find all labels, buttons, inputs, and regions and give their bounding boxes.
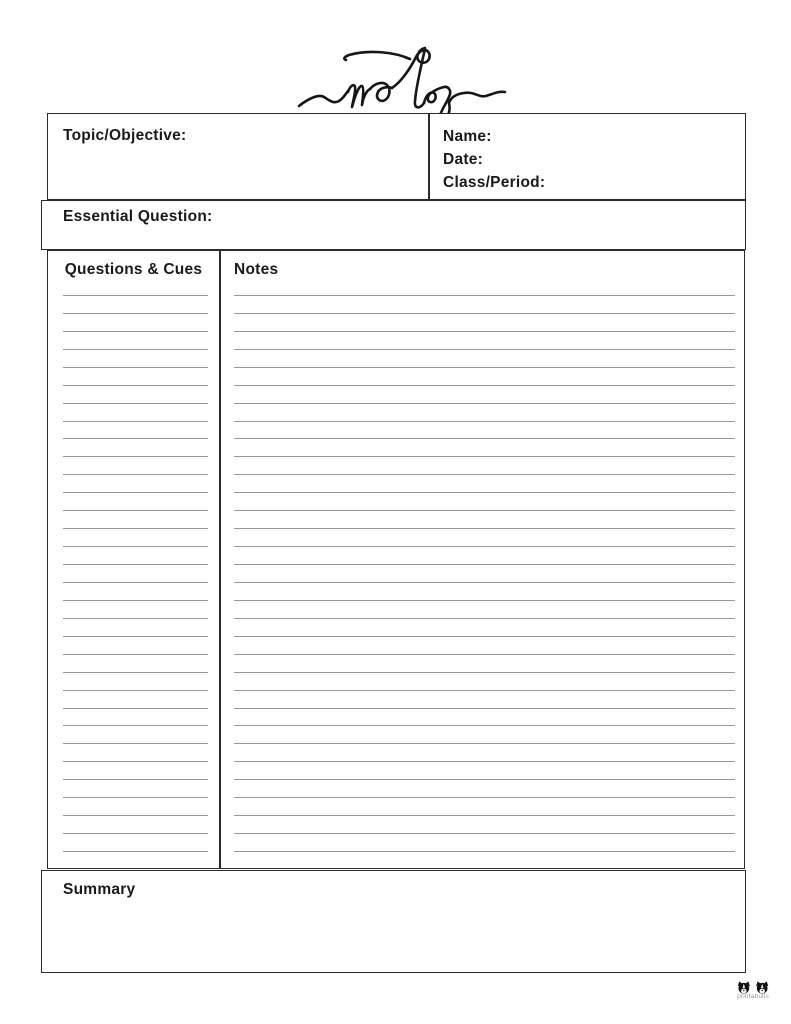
ruled-line bbox=[234, 296, 735, 314]
script-lead-swash bbox=[299, 91, 348, 106]
ruled-line bbox=[63, 493, 208, 511]
ruled-line bbox=[234, 475, 735, 493]
essential-question-box bbox=[41, 200, 746, 250]
notes-header: Notes bbox=[234, 261, 279, 278]
script-letter-n bbox=[348, 85, 370, 107]
ruled-line bbox=[234, 565, 735, 583]
ruled-line bbox=[234, 278, 735, 296]
ruled-line bbox=[234, 583, 735, 601]
ruled-line bbox=[63, 511, 208, 529]
ruled-line bbox=[63, 547, 208, 565]
ruled-line bbox=[63, 744, 208, 762]
ruled-line bbox=[234, 780, 735, 798]
ruled-line bbox=[63, 422, 208, 440]
ruled-line bbox=[234, 547, 735, 565]
ruled-line bbox=[234, 691, 735, 709]
notes-script-title bbox=[293, 30, 508, 115]
ruled-line bbox=[234, 350, 735, 368]
ruled-line bbox=[234, 529, 735, 547]
ruled-line bbox=[63, 368, 208, 386]
ruled-line bbox=[234, 637, 735, 655]
questions-cues-header: Questions & Cues bbox=[64, 261, 203, 278]
ruled-line bbox=[63, 637, 208, 655]
ruled-line bbox=[63, 529, 208, 547]
header-cell-divider bbox=[428, 114, 430, 199]
ruled-line bbox=[234, 439, 735, 457]
ruled-line bbox=[63, 762, 208, 780]
ruled-line bbox=[234, 601, 735, 619]
ruled-line bbox=[234, 619, 735, 637]
script-crossbar-swash bbox=[344, 52, 410, 60]
ruled-line bbox=[234, 798, 735, 816]
topic-objective-label: Topic/Objective: bbox=[63, 127, 187, 144]
ruled-line bbox=[63, 709, 208, 727]
ruled-line bbox=[234, 709, 735, 727]
ruled-line bbox=[234, 816, 735, 834]
ruled-line bbox=[234, 404, 735, 422]
ruled-line bbox=[234, 457, 735, 475]
ruled-line bbox=[63, 350, 208, 368]
ruled-line bbox=[63, 655, 208, 673]
column-divider bbox=[219, 251, 221, 868]
script-letter-o bbox=[370, 83, 392, 101]
ruled-line bbox=[63, 296, 208, 314]
ruled-line bbox=[234, 726, 735, 744]
ruled-line bbox=[63, 457, 208, 475]
ruled-line bbox=[63, 314, 208, 332]
ruled-line bbox=[63, 565, 208, 583]
ruled-line bbox=[63, 816, 208, 834]
ruled-line bbox=[63, 386, 208, 404]
ruled-line bbox=[63, 619, 208, 637]
ruled-line bbox=[63, 475, 208, 493]
summary-label: Summary bbox=[63, 881, 136, 898]
ruled-line bbox=[63, 691, 208, 709]
date-label: Date: bbox=[443, 151, 484, 168]
ruled-line bbox=[234, 511, 735, 529]
ruled-line bbox=[63, 673, 208, 691]
ruled-line bbox=[234, 673, 735, 691]
script-letter-s-tail bbox=[440, 87, 505, 115]
cornell-columns-box bbox=[47, 250, 745, 869]
ruled-line bbox=[63, 404, 208, 422]
header-table bbox=[47, 113, 746, 200]
header-right-cell bbox=[443, 125, 545, 194]
ruled-line bbox=[234, 493, 735, 511]
ruled-line bbox=[63, 726, 208, 744]
brand-name-text: printabulls bbox=[737, 993, 769, 1000]
ruled-line bbox=[63, 278, 208, 296]
ruled-line bbox=[63, 780, 208, 798]
script-letter-e bbox=[424, 87, 444, 103]
printabulls-logo bbox=[727, 981, 779, 1000]
ruled-line bbox=[234, 834, 735, 852]
ruled-line bbox=[234, 762, 735, 780]
ruled-line bbox=[234, 332, 735, 350]
ruled-line bbox=[63, 332, 208, 350]
essential-question-label: Essential Question: bbox=[63, 208, 213, 225]
ruled-line bbox=[234, 368, 735, 386]
name-label: Name: bbox=[443, 128, 492, 145]
ruled-line bbox=[234, 314, 735, 332]
notes-lines bbox=[234, 278, 735, 852]
ruled-line bbox=[234, 655, 735, 673]
questions-lines bbox=[63, 278, 208, 852]
ruled-line bbox=[234, 386, 735, 404]
ruled-line bbox=[63, 798, 208, 816]
ruled-line bbox=[63, 834, 208, 852]
ruled-line bbox=[234, 744, 735, 762]
summary-box bbox=[41, 870, 746, 973]
ruled-line bbox=[63, 439, 208, 457]
ruled-line bbox=[63, 583, 208, 601]
ruled-line bbox=[234, 422, 735, 440]
ruled-line bbox=[63, 601, 208, 619]
class-period-label: Class/Period: bbox=[443, 174, 546, 191]
